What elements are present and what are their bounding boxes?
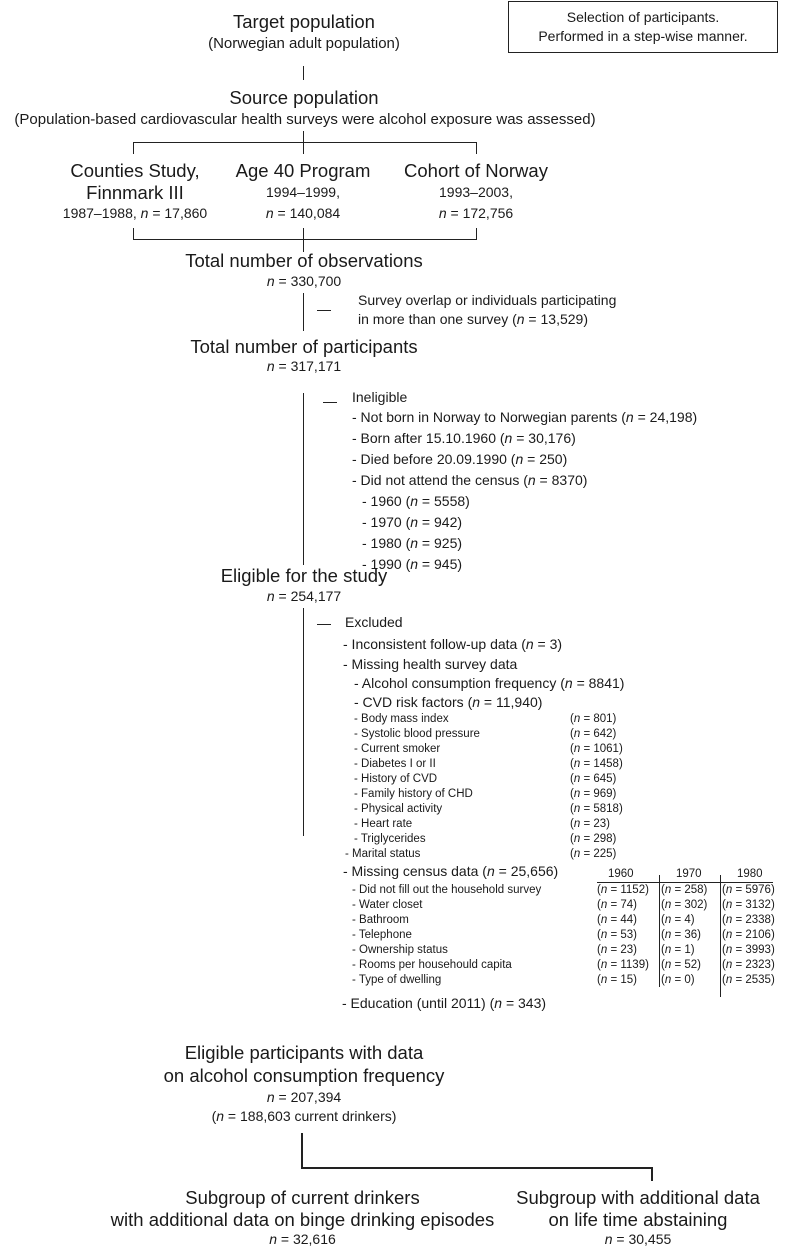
census-year-header: 1980 [737,868,763,880]
note-line-2: Performed in a step-wise manner. [538,28,748,44]
sub-left-line-2: with additional data on binge drinking episodes [110,1209,495,1230]
sub-right-line-1: Subgroup with additional data [516,1187,760,1208]
census-year-header: 1960 [608,868,634,880]
final-line-2: on alcohol consumption frequency [163,1065,445,1086]
ineligible-item: - Not born in Norway to Norwegian parents (n = 24,198) [352,409,698,425]
source-subtitle: (Population-based cardiovascular health surveys were alcohol exposure was assessed) [14,111,596,128]
connector-line [303,293,304,331]
ineligible-item: - Died before 20.09.1990 (n = 250) [352,451,568,467]
connector-line [303,608,304,836]
participants-title: Total number of participants [190,336,418,357]
final-n: n = 207,394 [266,1089,342,1105]
excluded-alcohol: - Alcohol consumption frequency (n = 8841) [354,675,625,691]
survey-1-title-2: Finnmark III [86,182,184,203]
connector-line [303,393,304,565]
exclusion-dash [323,402,337,403]
overlap-line-2: in more than one survey (n = 13,529) [358,311,588,327]
bracket-bottom [133,239,476,240]
bracket-tick [303,142,304,154]
excluded-title: Excluded [345,614,403,630]
survey-2-title: Age 40 Program [235,160,371,181]
connector-line [651,1167,653,1181]
excluded-education: - Education (until 2011) (n = 343) [342,995,547,1011]
sub-left-line-1: Subgroup of current drinkers [185,1187,420,1208]
census-year-header: 1970 [676,868,702,880]
note-box [508,1,778,53]
ineligible-item: - Born after 15.10.1960 (n = 30,176) [352,430,576,446]
survey-2-years: 1994–1999, [266,184,340,200]
bracket-tick [133,142,134,154]
survey-3-n: n = 172,756 [438,205,514,221]
bracket-tick [476,228,477,240]
survey-1-title: Counties Study, [70,160,200,181]
bracket-top [133,142,476,143]
excluded-inconsistent: - Inconsistent follow-up data (n = 3) [343,636,563,652]
sub-right-n: n = 30,455 [604,1231,672,1247]
ineligible-subitem: - 1960 (n = 5558) [362,493,470,509]
ineligible-subitem: - 1970 (n = 942) [362,514,463,530]
target-subtitle: (Norwegian adult population) [208,35,400,52]
source-title: Source population [229,87,379,108]
bracket-tick [476,142,477,154]
ineligible-item: - Did not attend the census (n = 8370) [352,472,588,488]
connector-line [303,228,304,252]
exclusion-dash [317,624,331,625]
eligible-n: n = 254,177 [266,588,342,604]
sub-right-line-2: on life time abstaining [548,1209,728,1230]
table-column-rule [659,875,660,987]
sub-left-n: n = 32,616 [269,1231,336,1247]
observations-title: Total number of observations [185,250,423,271]
survey-3-title: Cohort of Norway [404,160,548,181]
split-line [301,1167,652,1169]
survey-2-n: n = 140,084 [265,205,341,221]
excluded-census: - Missing census data (n = 25,656) [343,863,559,879]
target-title: Target population [233,11,375,32]
ineligible-subitem: - 1980 (n = 925) [362,535,463,551]
excluded-missing-health: - Missing health survey data [343,656,518,672]
exclusion-dash [317,310,331,311]
final-line-1: Eligible participants with data [184,1042,424,1063]
observations-n: n = 330,700 [266,273,342,289]
ineligible-title: Ineligible [352,389,408,405]
excluded-cvd: - CVD risk factors (n = 11,940) [354,694,543,710]
note-line-1: Selection of participants. [566,9,720,25]
connector-line [303,66,304,80]
ineligible-subitem: - 1990 (n = 945) [362,556,463,572]
table-column-rule [720,875,721,997]
final-drinkers: (n = 188,603 current drinkers) [211,1108,397,1124]
overlap-line-1: Survey overlap or individuals participating [358,292,617,308]
survey-3-years: 1993–2003, [439,184,513,200]
connector-line [301,1133,303,1169]
survey-1-n: 1987–1988, n = 17,860 [62,205,208,221]
participants-n: n = 317,171 [266,358,342,374]
eligible-title: Eligible for the study [220,565,388,586]
